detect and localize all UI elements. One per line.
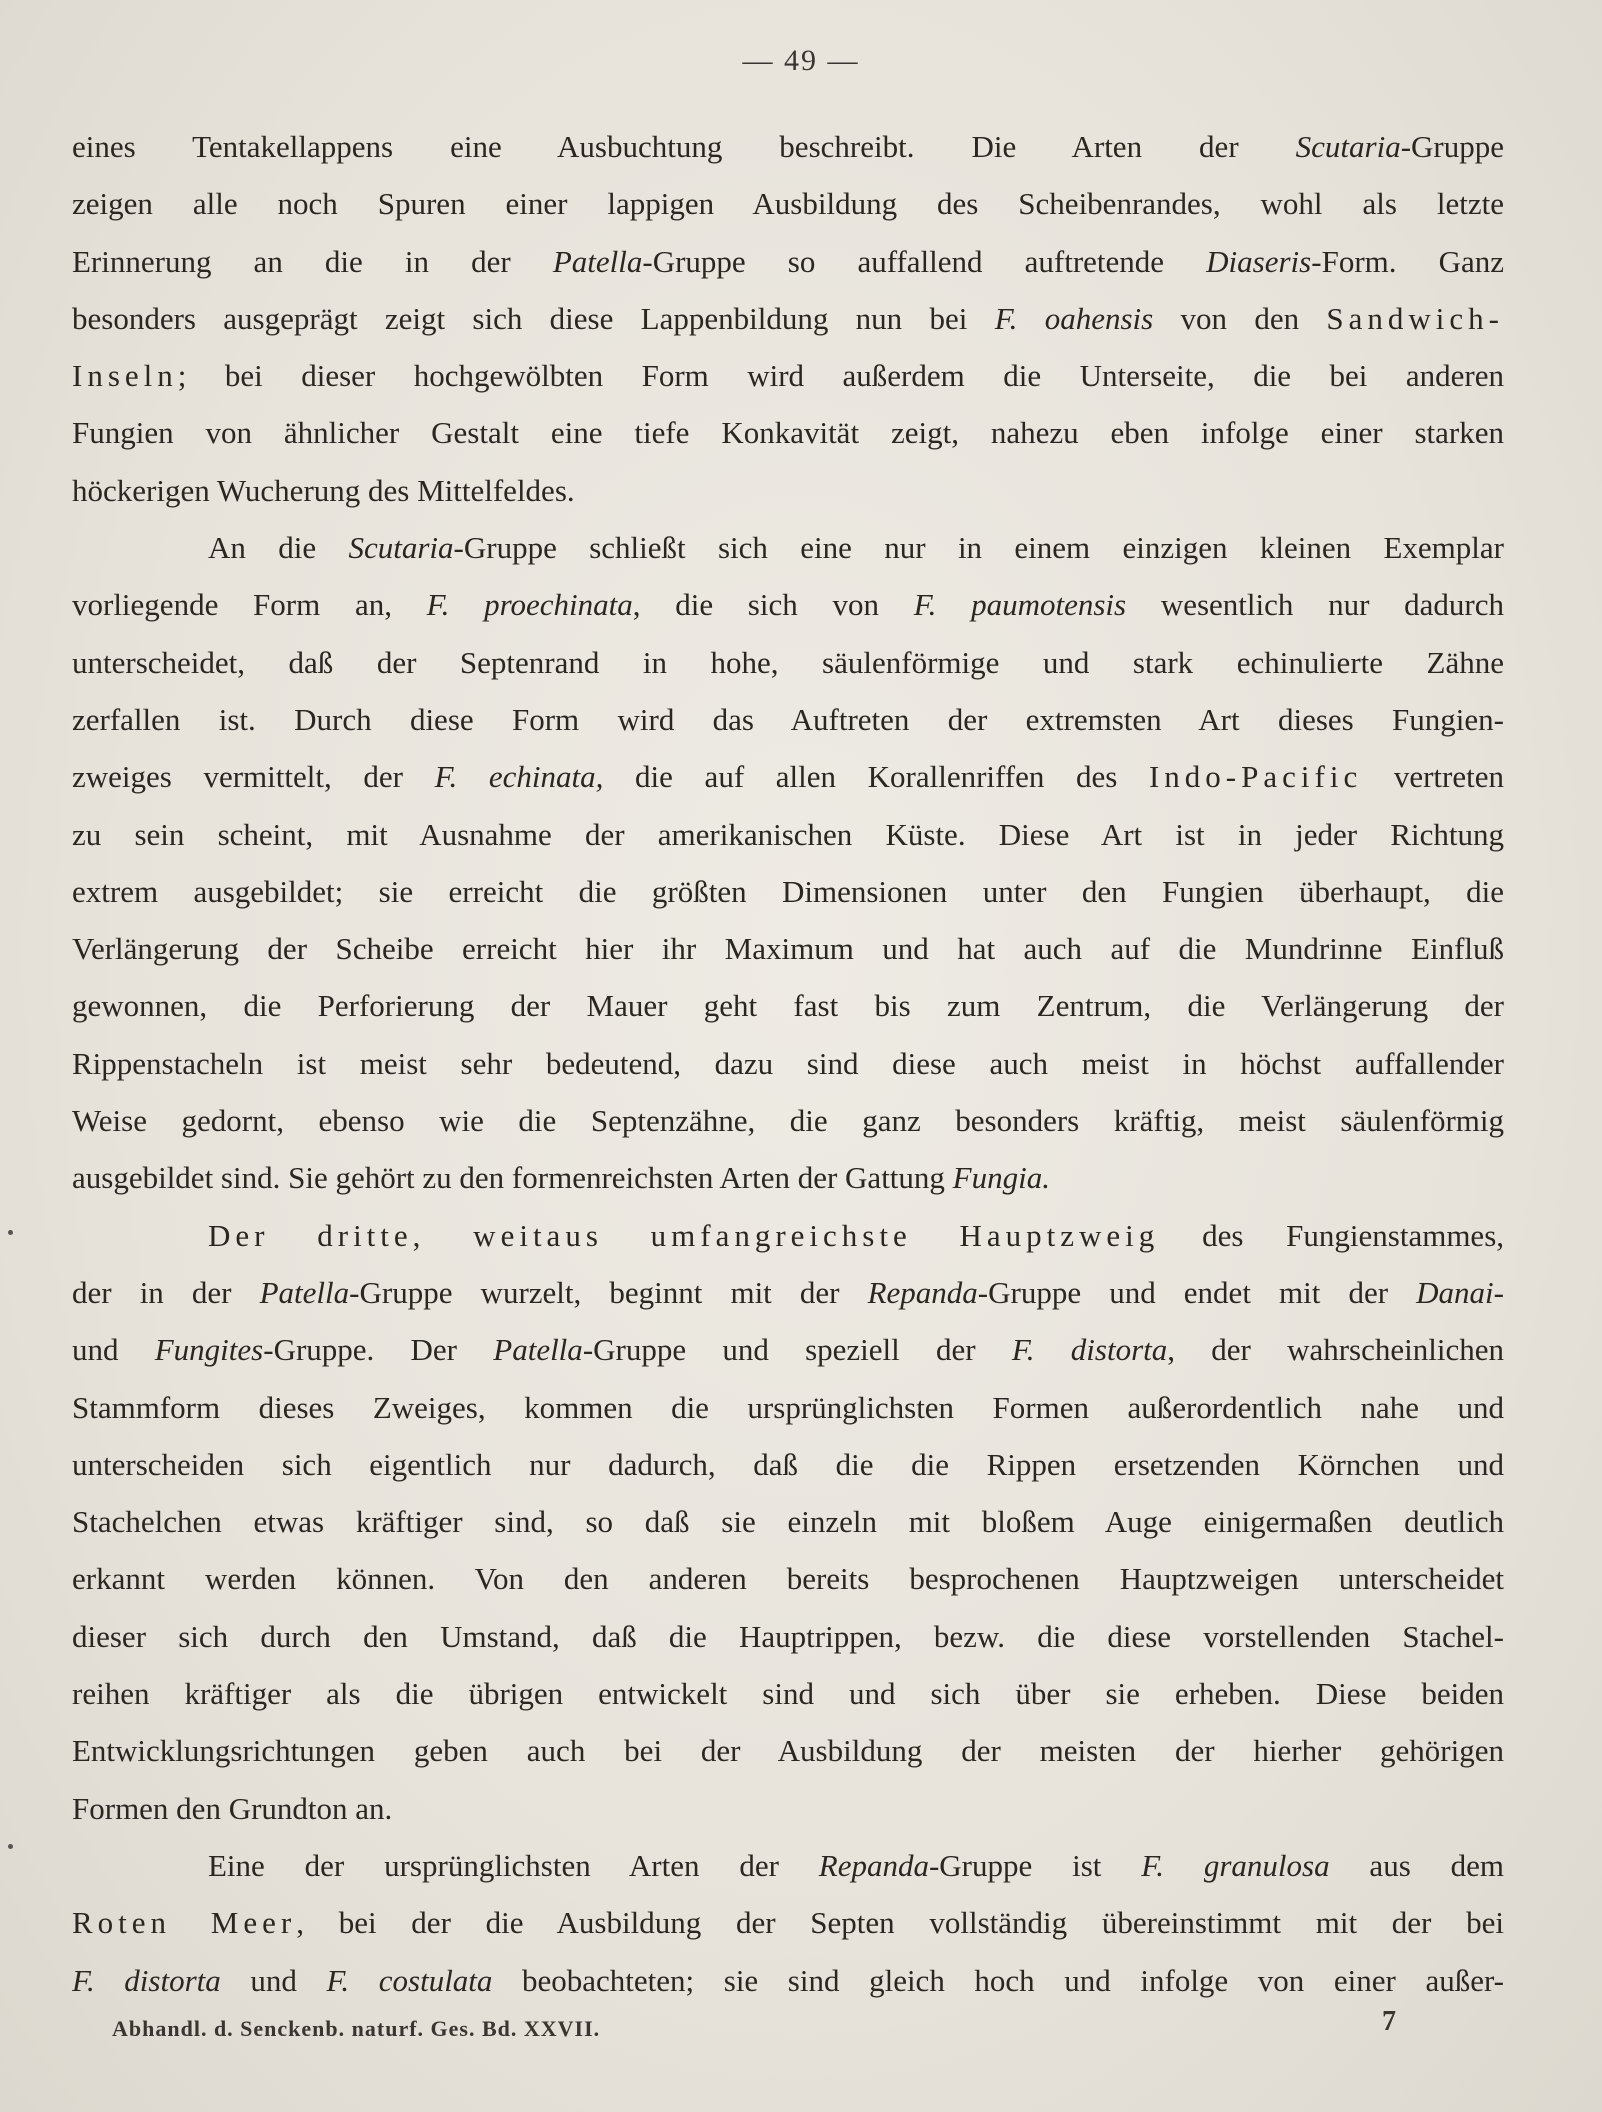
text-line: höckerigen Wucherung des Mittelfeldes. xyxy=(72,472,575,508)
text-run: An die xyxy=(208,530,349,566)
italic-term: Repanda xyxy=(867,1274,978,1310)
text-line xyxy=(72,1837,1504,1894)
text-line: Weise gedornt, ebenso wie die Septenzähne, die ganz besonders kräftig, meist säulenförmig xyxy=(72,1103,1504,1139)
spaced-term: Roten Meer xyxy=(72,1905,297,1941)
text-run: -Gruppe so auffallend auftretende xyxy=(642,243,1207,279)
text-run: , der wahrscheinlichen xyxy=(1167,1332,1504,1368)
text-line xyxy=(72,1894,1504,1951)
text-run: , die sich von xyxy=(632,587,914,623)
text-line: dieser sich durch den Umstand, daß die Hauptrippen, bezw. die diese vorstellenden Stachel- xyxy=(72,1618,1504,1654)
text-run: aus dem xyxy=(1329,1847,1504,1883)
italic-term: Scutaria xyxy=(348,530,454,566)
text-run: beobachteten; sie sind gleich hoch und infolge von einer außer- xyxy=(492,1962,1504,1998)
text-line: gewonnen, die Perforierung der Mauer geht fast bis zum Zentrum, die Verlängerung der xyxy=(72,988,1504,1024)
text-run: zweiges vermittelt, der xyxy=(72,759,435,795)
text-run: der in der xyxy=(72,1274,260,1310)
text-run: -Gruppe. Der xyxy=(263,1332,494,1368)
italic-term: Patella xyxy=(259,1274,350,1310)
text-run: , bei der die Ausbildung der Septen vollständig übereinstimmt mit der bei xyxy=(296,1905,1504,1941)
italic-term: Fungia. xyxy=(952,1160,1050,1196)
text-line xyxy=(72,347,1504,404)
text-run: -Gruppe ist xyxy=(928,1847,1142,1883)
text-line: zu sein scheint, mit Ausnahme der amerikanischen Küste. Diese Art ist in jeder Richtung xyxy=(72,816,1504,852)
text-run: wesentlich nur dadurch xyxy=(1126,587,1504,623)
text-run: -Gruppe und speziell der xyxy=(582,1332,1012,1368)
text-line: zerfallen ist. Durch diese Form wird das Auftreten der extremsten Art dieses Fungien- xyxy=(72,701,1504,737)
text-run: besonders ausgeprägt zeigt sich diese Lappenbildung nun bei xyxy=(72,300,995,336)
text-line xyxy=(72,1207,1504,1264)
spaced-term: Der dritte, weitaus umfangreichste Hauptzweig xyxy=(208,1217,1160,1253)
text-run: vertreten xyxy=(1362,759,1504,795)
italic-term: F. proechinata xyxy=(426,587,633,623)
italic-term: F. paumotensis xyxy=(913,587,1127,623)
print-speck xyxy=(8,1844,13,1849)
spaced-term: Inseln xyxy=(72,358,178,394)
text-line xyxy=(72,1149,1504,1206)
body-text xyxy=(72,118,1504,2009)
text-line: Verlängerung der Scheibe erreicht hier ihr Maximum und hat auch auf die Mundrinne Einfluß xyxy=(72,931,1504,967)
footer-citation: Abhandl. d. Senckenb. naturf. Ges. Bd. XXVII. xyxy=(112,2016,601,2041)
text-line: Stammform dieses Zweiges, kommen die ursprünglichsten Formen außerordentlich nahe und xyxy=(72,1389,1504,1425)
text-run: des Fungienstammes, xyxy=(1159,1217,1504,1253)
text-run: ausgebildet sind. Sie gehört zu den formenreichsten Arten der Gattung xyxy=(72,1160,953,1196)
text-line xyxy=(72,576,1504,633)
text-run: Eine der ursprünglichsten Arten der xyxy=(208,1847,819,1883)
text-run: von den xyxy=(1153,300,1327,336)
text-run: Erinnerung an die in der xyxy=(72,243,553,279)
text-run: -Gruppe wurzelt, beginnt mit der xyxy=(349,1274,868,1310)
text-line: erkannt werden können. Von den anderen bereits besprochenen Hauptzweigen unterscheidet xyxy=(72,1561,1504,1597)
text-line: unterscheiden sich eigentlich nur dadurch, daß die die Rippen ersetzenden Körnchen und xyxy=(72,1446,1504,1482)
italic-term: Scutaria xyxy=(1295,129,1401,164)
italic-term: F. costulata xyxy=(326,1962,493,1998)
text-run: eines Tentakellappens eine Ausbuchtung beschreibt. Die Arten der xyxy=(72,129,1296,164)
text-run: und xyxy=(220,1962,327,1998)
text-line: unterscheidet, daß der Septenrand in hohe, säulenförmige und stark echinulierte Zähne xyxy=(72,644,1504,680)
text-run: und xyxy=(72,1332,155,1368)
text-run: -Form. Ganz xyxy=(1311,243,1504,279)
text-line xyxy=(72,748,1504,805)
text-line: Entwicklungsrichtungen geben auch bei der Ausbildung der meisten der hierher gehörigen xyxy=(72,1733,1504,1769)
text-line xyxy=(72,1952,1504,2009)
text-run: die auf allen Korallenriffen des xyxy=(603,759,1149,795)
spaced-term: Sandwich- xyxy=(1326,300,1504,336)
italic-term: F. distorta xyxy=(1011,1332,1168,1368)
text-run: -Gruppe xyxy=(1400,129,1504,164)
text-line xyxy=(72,1264,1504,1321)
italic-term: Diaseris xyxy=(1206,243,1312,279)
text-line: Fungien von ähnlicher Gestalt eine tiefe Konkavität zeigt, nahezu eben infolge einer starken xyxy=(72,415,1504,451)
italic-term: F. echinata, xyxy=(434,759,604,795)
signature-mark: 7 xyxy=(1382,2006,1396,2037)
italic-term: Repanda xyxy=(818,1847,929,1883)
italic-term: Patella xyxy=(493,1332,583,1368)
page-number: — 49 — xyxy=(742,44,860,77)
text-line: Stachelchen etwas kräftiger sind, so daß sie einzeln mit bloßem Auge einigermaßen deutlich xyxy=(72,1504,1504,1540)
text-line: Rippenstacheln ist meist sehr bedeutend, dazu sind diese auch meist in höchst auffallender xyxy=(72,1045,1504,1081)
text-line xyxy=(72,118,1504,175)
text-run: -Gruppe schließt sich eine nur in einem einzigen kleinen Exemplar xyxy=(453,530,1504,566)
italic-term: Danai- xyxy=(1416,1274,1504,1310)
italic-term: Patella xyxy=(552,243,643,279)
print-speck xyxy=(8,1230,13,1235)
text-run: ; bei dieser hochgewölbten Form wird außerdem die Unterseite, die bei anderen xyxy=(177,358,1504,394)
italic-term: F. granulosa xyxy=(1141,1847,1330,1883)
italic-term: F. distorta xyxy=(72,1962,221,1998)
text-run: vorliegende Form an, xyxy=(72,587,427,623)
text-line xyxy=(72,1321,1504,1378)
text-line: reihen kräftiger als die übrigen entwickelt sind und sich über sie erheben. Diese beiden xyxy=(72,1676,1504,1712)
text-line: extrem ausgebildet; sie erreicht die größten Dimensionen unter den Fungien überhaupt, die xyxy=(72,873,1504,909)
text-line xyxy=(72,233,1504,290)
spaced-term: Indo-Pacific xyxy=(1148,759,1363,795)
text-line: zeigen alle noch Spuren einer lappigen Ausbildung des Scheibenrandes, wohl als letzte xyxy=(72,186,1504,222)
text-run: -Gruppe und endet mit der xyxy=(977,1274,1417,1310)
italic-term: F. oahensis xyxy=(994,300,1154,336)
italic-term: Fungites xyxy=(154,1332,264,1368)
text-line: Formen den Grundton an. xyxy=(72,1790,393,1826)
text-line xyxy=(72,519,1504,576)
text-line xyxy=(72,290,1504,347)
